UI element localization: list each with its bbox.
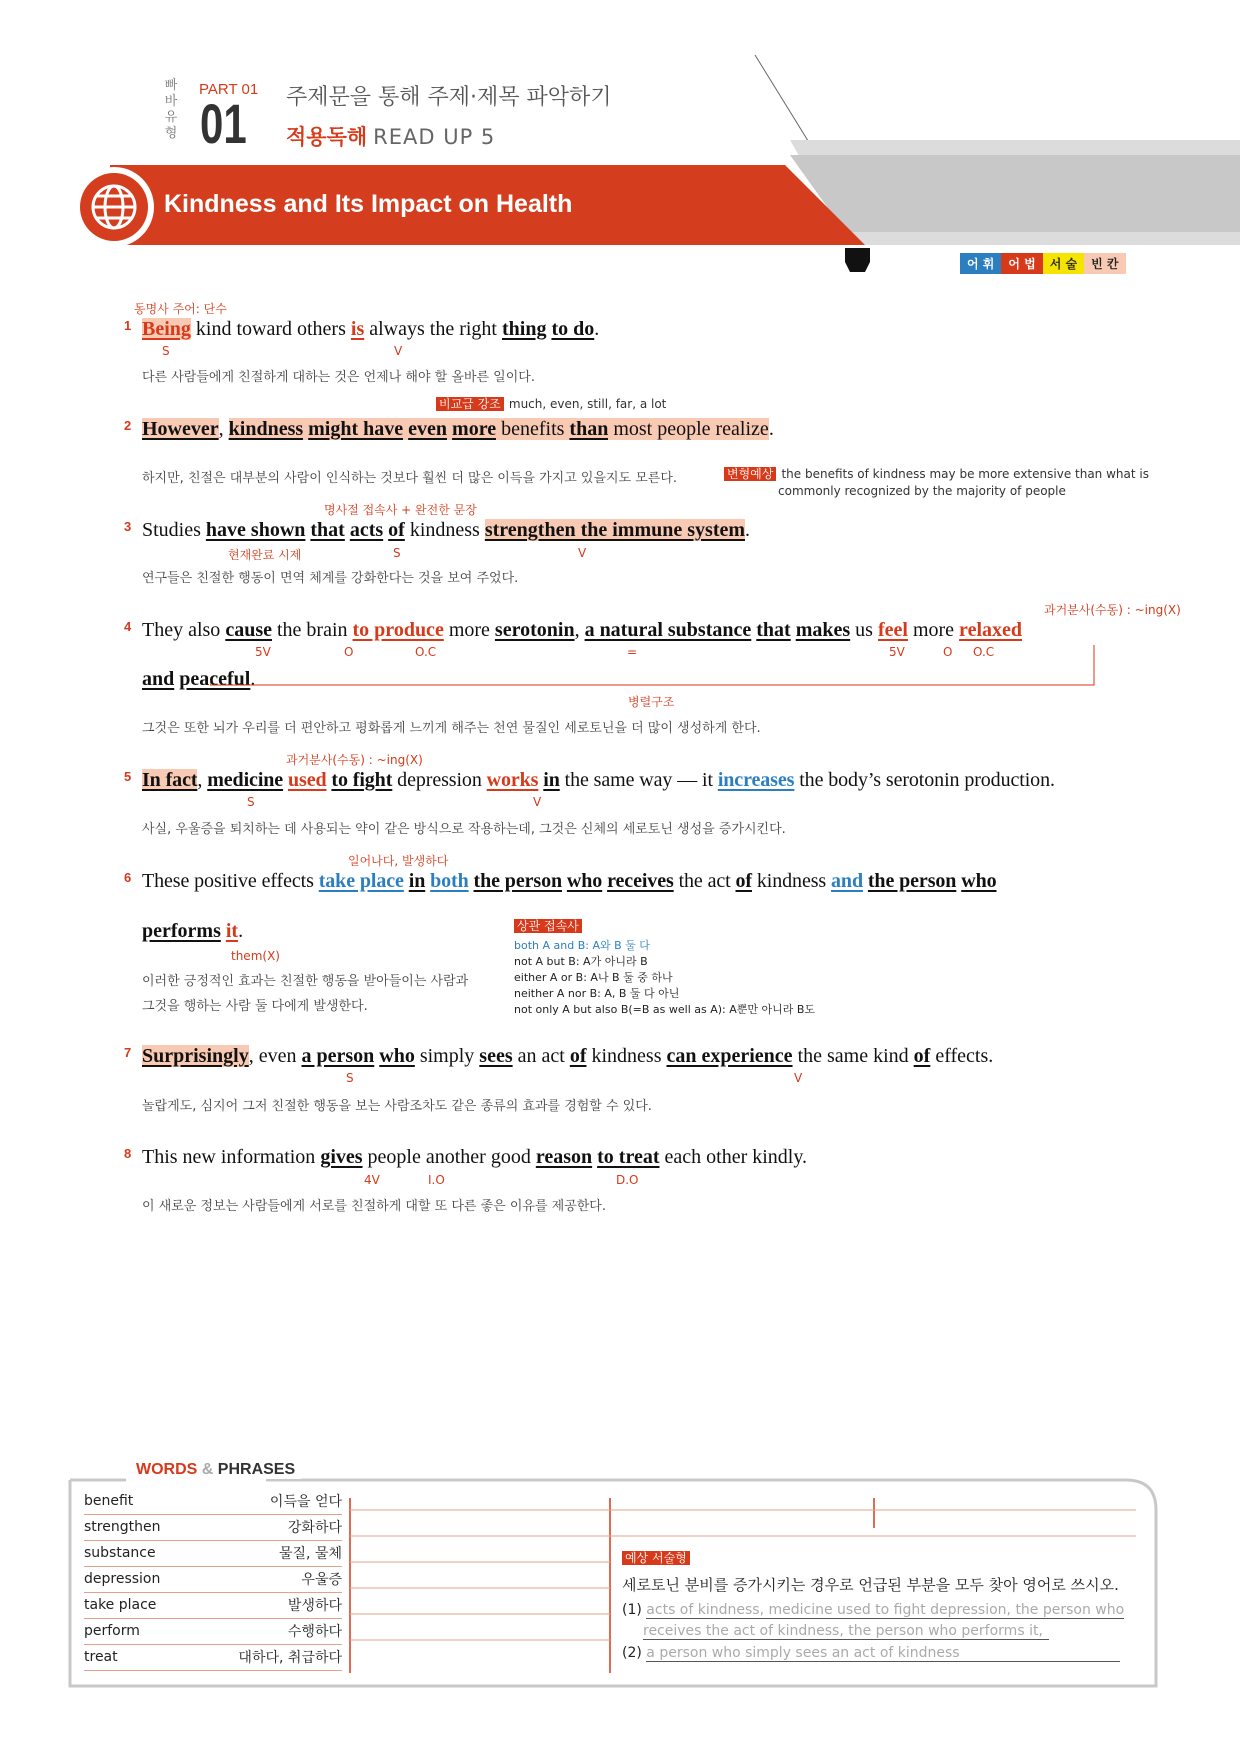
s5-w3: used xyxy=(287,769,327,791)
s4-t6: us xyxy=(850,619,878,641)
s4-t2: more xyxy=(443,619,495,641)
word-en: treat xyxy=(84,1649,118,1665)
corr-item: either A or B: A나 B 둘 중 하나 xyxy=(514,971,673,984)
word-row xyxy=(84,1566,342,1593)
chapter-title: 주제문을 통해 주제·제목 파악하기 xyxy=(286,85,612,110)
subtitle-readup: READ UP 5 xyxy=(373,125,496,149)
word-ko: 우울증 xyxy=(301,1572,342,1588)
word-row xyxy=(84,1644,342,1671)
s1-subject: Being xyxy=(142,318,191,340)
word-ko: 물질, 물체 xyxy=(279,1546,342,1562)
s8-translation: 이 새로운 정보는 사람들에게 서로를 친절하게 대할 또 다른 좋은 이유를 제공한다. xyxy=(142,1199,607,1214)
s8-w1: gives xyxy=(320,1146,363,1168)
exercise-tag-label: 예상 서술형 xyxy=(622,1551,690,1565)
s2-example xyxy=(724,463,1149,482)
tag-writing: 서 술 xyxy=(1043,253,1084,274)
s5-w2: medicine xyxy=(207,769,284,791)
s7-w5: of xyxy=(569,1045,587,1067)
s7-label-v: V xyxy=(794,1071,803,1085)
s5-label-s: S xyxy=(247,795,255,809)
s6-t0: These positive effects xyxy=(142,870,319,892)
word-row xyxy=(84,1514,342,1541)
s2-note xyxy=(436,393,666,412)
globe-icon xyxy=(80,173,148,241)
s6-w10: who xyxy=(961,870,997,892)
word-row xyxy=(84,1592,342,1619)
s1-text xyxy=(142,318,599,341)
s2-t1: , xyxy=(218,418,229,440)
s2-w1: However xyxy=(142,418,219,440)
s4-label-5v: 5V xyxy=(255,645,271,659)
s3-w4: of xyxy=(388,519,405,541)
word-ko: 수행하다 xyxy=(287,1624,342,1640)
s6-corr-list xyxy=(514,938,815,1018)
s4-w7: feel xyxy=(877,619,908,641)
s6-note: 일어나다, 발생하다 xyxy=(348,854,449,868)
tag-grammar: 어 법 xyxy=(1001,253,1042,274)
s3-note: 명사절 접속사 + 완전한 문장 xyxy=(324,503,477,517)
s1-verb: is xyxy=(350,318,365,340)
s5-text xyxy=(142,769,1055,792)
exercise-tag xyxy=(622,1547,690,1566)
s2-w5: more xyxy=(452,418,497,440)
s3-t5: . xyxy=(745,519,751,541)
s1-w4: to do xyxy=(551,318,595,340)
corr-item: both A and B: A와 B 둘 다 xyxy=(514,939,650,952)
word-ko: 발생하다 xyxy=(287,1598,342,1614)
s6-l2c: . xyxy=(238,920,244,942)
s2-text xyxy=(142,418,774,441)
s3-label-s: S xyxy=(393,546,401,560)
s6-w3: both xyxy=(430,870,469,892)
s4-w5: that xyxy=(756,619,791,641)
words-title-a: WORDS xyxy=(136,1461,198,1478)
word-row xyxy=(84,1540,342,1567)
answer-1-line2[interactable]: receives the act of kindness, the person who performs it, xyxy=(643,1623,1049,1640)
s6-w1: take place xyxy=(318,870,404,892)
s8-label-4v: 4V xyxy=(364,1173,380,1187)
header-banner xyxy=(0,0,1240,290)
s4-number: 4 xyxy=(124,619,132,634)
s3-w2: that xyxy=(310,519,345,541)
corr-item: not only A but also B(=B as well as A): A뿐만 아니라 B도 xyxy=(514,1003,816,1016)
s5-w1: In fact xyxy=(142,769,198,791)
words-title-b: PHRASES xyxy=(217,1461,296,1478)
word-en: substance xyxy=(84,1545,156,1561)
s6-number: 6 xyxy=(124,870,132,885)
s5-label-v: V xyxy=(533,795,542,809)
s4-l2a: and xyxy=(142,668,175,690)
s6-corr-box xyxy=(514,915,582,934)
s4-text xyxy=(142,619,1022,642)
s3-w3: acts xyxy=(349,519,384,541)
word-ko: 강화하다 xyxy=(287,1520,342,1536)
s4-t3: , xyxy=(574,619,585,641)
corr-item: not A but B: A가 아니라 B xyxy=(514,955,648,968)
s1-t4: . xyxy=(594,318,600,340)
word-en: perform xyxy=(84,1623,140,1639)
s4-w2: to produce xyxy=(352,619,444,641)
answer-2-label: (2) xyxy=(622,1645,642,1661)
word-en: benefit xyxy=(84,1493,134,1509)
s2-translation: 하지만, 친절은 대부분의 사람이 인식하는 것보다 훨씬 더 많은 이득을 가지고 있을지도 모른다. xyxy=(142,471,678,486)
word-row xyxy=(84,1618,342,1645)
word-en: depression xyxy=(84,1571,161,1587)
s5-note: 과거분사(수동) : ~ing(X) xyxy=(286,753,423,767)
answer-1-label: (1) xyxy=(622,1602,642,1618)
s3-t4: kindness xyxy=(404,519,485,541)
s7-w6: can experience xyxy=(666,1045,793,1067)
s2-w3: might have xyxy=(308,418,404,440)
s8-w2: reason xyxy=(535,1146,593,1168)
s6-corr-label: 상관 접속사 xyxy=(514,919,582,933)
s6-line2 xyxy=(142,920,243,943)
s8-label-io: I.O xyxy=(428,1173,445,1187)
answer-2 xyxy=(622,1645,1120,1661)
s8-number: 8 xyxy=(124,1146,132,1161)
s8-w3: to treat xyxy=(597,1146,660,1168)
s7-t3: simply xyxy=(414,1045,480,1067)
s8-text xyxy=(142,1146,807,1169)
s1-t1: kind toward others xyxy=(190,318,351,340)
s5-w5: works xyxy=(486,769,539,791)
s6-w5: who xyxy=(566,870,603,892)
part-label: PART 01 xyxy=(199,81,259,98)
s7-t4: an act xyxy=(512,1045,570,1067)
s8-label-do: D.O xyxy=(616,1173,639,1187)
s1-label-s: S xyxy=(162,344,170,358)
s4-label-o: O xyxy=(344,645,354,659)
s3-text xyxy=(142,519,750,542)
s5-number: 5 xyxy=(124,769,132,784)
s3-w1: have shown xyxy=(205,519,306,541)
s7-t5: kindness xyxy=(586,1045,667,1067)
words-title xyxy=(130,1461,301,1479)
s6-translation-1: 이러한 긍정적인 효과는 친절한 행동을 받아들이는 사람과 xyxy=(142,974,469,989)
s4-w3: serotonin xyxy=(494,619,575,641)
s4-label-5v2: 5V xyxy=(889,645,905,659)
s4-w1: cause xyxy=(225,619,272,641)
s3-t0: Studies xyxy=(142,519,206,541)
s2-example-line1: the benefits of kindness may be more extensive than what is xyxy=(781,467,1149,481)
s4-w6: makes xyxy=(795,619,851,641)
answer-1-line1[interactable]: acts of kindness, medicine used to fight depression, the person who xyxy=(646,1602,1125,1618)
s6-l2a: performs xyxy=(142,920,221,942)
tag-vocab: 어 휘 xyxy=(960,253,1001,274)
answer-1 xyxy=(622,1602,1124,1618)
s5-w7: increases xyxy=(717,769,795,791)
s1-translation: 다른 사람들에게 친절하게 대하는 것은 언제나 해야 할 올바른 일이다. xyxy=(142,370,535,385)
s1-number: 1 xyxy=(124,318,132,333)
s7-w7: of xyxy=(913,1045,931,1067)
s5-w4: to fight xyxy=(331,769,393,791)
s6-w9: the person xyxy=(867,870,957,892)
s7-t6: the same kind xyxy=(792,1045,914,1067)
s7-t1: , even xyxy=(248,1045,302,1067)
s8-t3: each other kindly. xyxy=(659,1146,808,1168)
s2-example-line2: commonly recognized by the majority of people xyxy=(778,484,1066,498)
s4-t0: They also xyxy=(142,619,226,641)
s8-t1: people another good xyxy=(362,1146,536,1168)
s6-l2b: it xyxy=(225,920,239,942)
s6-t6: the act xyxy=(673,870,736,892)
s7-w4: sees xyxy=(479,1045,513,1067)
s5-t4: depression xyxy=(392,769,487,791)
s2-t6: most people realize xyxy=(608,418,769,440)
s7-label-s: S xyxy=(346,1071,354,1085)
s6-t7: kindness xyxy=(752,870,832,892)
s4-translation: 그것은 또한 뇌가 우리를 더 편안하고 평화롭게 느끼게 해주는 천연 물질인 세로토닌을 더 많이 생성하게 한다. xyxy=(142,721,761,736)
s2-t5: benefits xyxy=(496,418,570,440)
s4-w8: relaxed xyxy=(959,619,1022,641)
s7-number: 7 xyxy=(124,1045,132,1060)
s8-t0: This new information xyxy=(142,1146,321,1168)
s2-w6: than xyxy=(569,418,609,440)
s3-number: 3 xyxy=(124,519,132,534)
part-number: 01 xyxy=(200,92,247,155)
s3-w5: strengthen the immune system xyxy=(484,519,746,541)
s3-label-v: V xyxy=(578,546,587,560)
word-en: take place xyxy=(84,1597,157,1613)
words-title-amp: & xyxy=(201,1461,214,1478)
s6-text xyxy=(142,870,997,893)
s6-label-them: them(X) xyxy=(231,949,280,963)
word-row xyxy=(84,1488,342,1515)
s5-t7: the body’s serotonin production. xyxy=(794,769,1055,791)
answer-2-line1[interactable]: a person who simply sees an act of kindness xyxy=(646,1645,1119,1662)
corr-item: neither A nor B: A, B 둘 다 아닌 xyxy=(514,987,680,1000)
s2-w2: kindness xyxy=(228,418,304,440)
s5-t6: the same way — it xyxy=(559,769,718,791)
word-ko: 대하다, 취급하다 xyxy=(238,1650,342,1666)
s6-w8: and xyxy=(831,870,863,892)
s1-note: 동명사 주어: 단수 xyxy=(134,302,227,316)
s5-w6: in xyxy=(543,769,560,791)
s1-w3: thing xyxy=(501,318,547,340)
banner-title: Kindness and Its Impact on Health xyxy=(164,190,573,218)
s4-w4: a natural substance xyxy=(584,619,752,641)
s4-label-o2: O xyxy=(943,645,953,659)
s5-translation: 사실, 우울증을 퇴치하는 데 사용되는 약이 같은 방식으로 작용하는데, 그것은 신체의 세로토닌 생성을 증가시킨다. xyxy=(142,822,786,837)
s2-w4: even xyxy=(408,418,448,440)
s4-parallel-label: 병렬구조 xyxy=(624,693,678,710)
s7-w1: Surprisingly xyxy=(142,1045,249,1067)
s4-label-oc: O.C xyxy=(415,645,437,659)
s3-label-pp: 현재완료 시제 xyxy=(228,548,302,562)
s4-t7: more xyxy=(907,619,960,641)
s2-number: 2 xyxy=(124,418,132,433)
chapter-subtitle xyxy=(286,121,495,151)
s5-t1: , xyxy=(197,769,208,791)
s7-w2: a person xyxy=(301,1045,375,1067)
s3-translation: 연구들은 친절한 행동이 면역 체계를 강화한다는 것을 보여 주었다. xyxy=(142,571,519,586)
s4-t1: the brain xyxy=(271,619,353,641)
s6-w4: the person xyxy=(473,870,562,892)
s1-label-v: V xyxy=(394,344,403,358)
word-en: strengthen xyxy=(84,1519,161,1535)
s2-note-box: 비교급 강조 xyxy=(436,397,504,411)
subtitle-red: 적용독해 xyxy=(286,125,368,149)
word-ko: 이득을 얻다 xyxy=(269,1494,342,1510)
s2-note-text: much, even, still, far, a lot xyxy=(508,397,667,411)
s4-label-eq: = xyxy=(627,645,638,659)
s2-example-box: 변형예상 xyxy=(724,467,776,481)
s6-w7: of xyxy=(735,870,752,892)
s6-w2: in xyxy=(408,870,426,892)
s7-text xyxy=(142,1045,993,1068)
tag-blank: 빈 칸 xyxy=(1084,253,1125,274)
s4-note: 과거분사(수동) : ~ing(X) xyxy=(1044,603,1181,617)
s2-t7: . xyxy=(768,418,774,440)
s6-w6: receives xyxy=(607,870,674,892)
s7-w3: who xyxy=(379,1045,415,1067)
exercise-question: 세로토닌 분비를 증가시키는 경우로 언급된 부분을 모두 찾아 영어로 쓰시오. xyxy=(622,1576,1119,1594)
s7-t7: effects. xyxy=(930,1045,994,1067)
s7-translation: 놀랍게도, 심지어 그저 친절한 행동을 보는 사람조차도 같은 종류의 효과를 경험할 수 있다. xyxy=(142,1099,652,1114)
s4-l2b: peaceful xyxy=(179,668,251,690)
vertical-label: 빠바유형 xyxy=(164,78,178,141)
category-tags xyxy=(960,253,1126,274)
s4-l2c: . xyxy=(250,668,256,690)
s4-label-oc2: O.C xyxy=(973,645,995,659)
s1-t2: always the right xyxy=(364,318,502,340)
s6-translation-2: 그것을 행하는 사람 둘 다에게 발생한다. xyxy=(142,999,368,1014)
